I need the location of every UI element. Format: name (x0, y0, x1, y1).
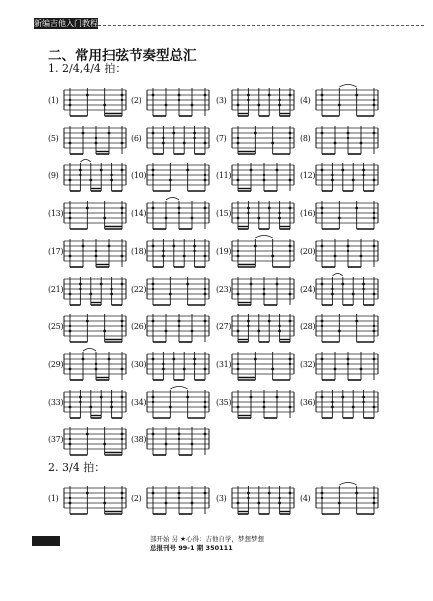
pattern-notation (62, 484, 128, 516)
pattern-notation (145, 484, 211, 516)
pattern-number: (5) (48, 133, 59, 143)
pattern-number: (3) (216, 494, 227, 503)
strum-head (321, 492, 324, 495)
footer-line-2: 总报刊号 99-1 期 350111 (150, 544, 233, 552)
strum-head (373, 502, 376, 505)
pattern-number: (11) (216, 171, 232, 181)
pattern-number: (26) (131, 322, 147, 332)
pattern-number: (9) (48, 171, 59, 181)
strum-head (247, 492, 250, 495)
pattern-number: (2) (131, 96, 142, 105)
pattern-number: (19) (216, 246, 232, 256)
strum-head (103, 502, 106, 505)
pattern-number: (22) (131, 284, 147, 294)
pattern-number: (1) (48, 494, 59, 503)
strum-head (86, 492, 89, 495)
footer-tag (32, 536, 60, 546)
pattern-number: (10) (131, 171, 147, 181)
pattern-number: (27) (216, 322, 232, 332)
strum-head (191, 502, 194, 505)
strum-head (69, 497, 71, 499)
pattern-number: (8) (300, 133, 311, 143)
pattern-notation (314, 484, 380, 516)
pattern-number: (30) (131, 359, 147, 369)
strum-head (247, 497, 249, 499)
pattern-number: (4) (300, 494, 311, 503)
strum-head (338, 502, 341, 505)
pattern-number: (28) (300, 322, 316, 332)
pattern-number: (3) (216, 96, 227, 105)
strum-head (69, 502, 72, 505)
pattern-number: (25) (48, 322, 64, 332)
pattern-number: (1) (48, 96, 59, 105)
strum-head (204, 492, 207, 495)
pattern-number: (33) (48, 397, 64, 407)
strum-head (121, 492, 124, 495)
pattern-number: (20) (300, 246, 316, 256)
subsection-34-label: 2. 3/4 拍： (48, 461, 106, 474)
strum-head (152, 492, 155, 495)
strum-head (278, 502, 281, 505)
subsection-44-label: 1. 2/4,4/4 拍： (48, 62, 127, 75)
pattern-number: (31) (216, 359, 232, 369)
strum-pattern (131, 484, 213, 516)
section-title: 二、常用扫弦节奏型总汇 (48, 48, 197, 64)
pattern-number: (7) (216, 133, 227, 143)
pattern-number: (34) (131, 397, 147, 407)
strum-head (268, 492, 271, 495)
pattern-number: (29) (48, 359, 64, 369)
strum-head (237, 502, 240, 505)
pattern-number: (24) (300, 284, 316, 294)
strum-pattern (300, 484, 382, 516)
pattern-number: (13) (48, 209, 64, 219)
strum-head (165, 502, 168, 505)
strum-head (178, 492, 181, 495)
pattern-number: (37) (48, 435, 64, 445)
pattern-number: (32) (300, 359, 316, 369)
strum-pattern (216, 484, 298, 516)
pattern-number: (12) (300, 171, 316, 181)
pattern-number: (21) (48, 284, 64, 294)
page-footer (150, 535, 350, 553)
strum-head (121, 497, 123, 499)
strum-pattern (48, 484, 130, 516)
strum-head (373, 497, 375, 499)
strum-head (278, 497, 280, 499)
pattern-notation (230, 484, 296, 516)
footer-line-1: 部开始 另 ★心得：吉他自学，梦想梦想 (150, 535, 264, 543)
pattern-number: (35) (216, 397, 232, 407)
strum-head (289, 492, 292, 495)
strum-head (178, 497, 180, 499)
pattern-number: (18) (131, 246, 147, 256)
pattern-number: (4) (300, 96, 311, 105)
strum-head (321, 497, 323, 499)
pattern-number: (2) (131, 494, 142, 503)
tie-arc (339, 483, 356, 486)
pattern-number: (23) (216, 284, 232, 294)
pattern-number: (14) (131, 209, 147, 219)
strum-head (355, 492, 358, 495)
pattern-number: (16) (300, 209, 316, 219)
pattern-number: (17) (48, 246, 64, 256)
pattern-number: (6) (131, 133, 142, 143)
pattern-number: (15) (216, 209, 232, 219)
strum-head (257, 502, 260, 505)
header-tag: 新编吉他入门教程 (34, 19, 98, 28)
pattern-number: (36) (300, 397, 316, 407)
pattern-number: (38) (131, 435, 147, 445)
